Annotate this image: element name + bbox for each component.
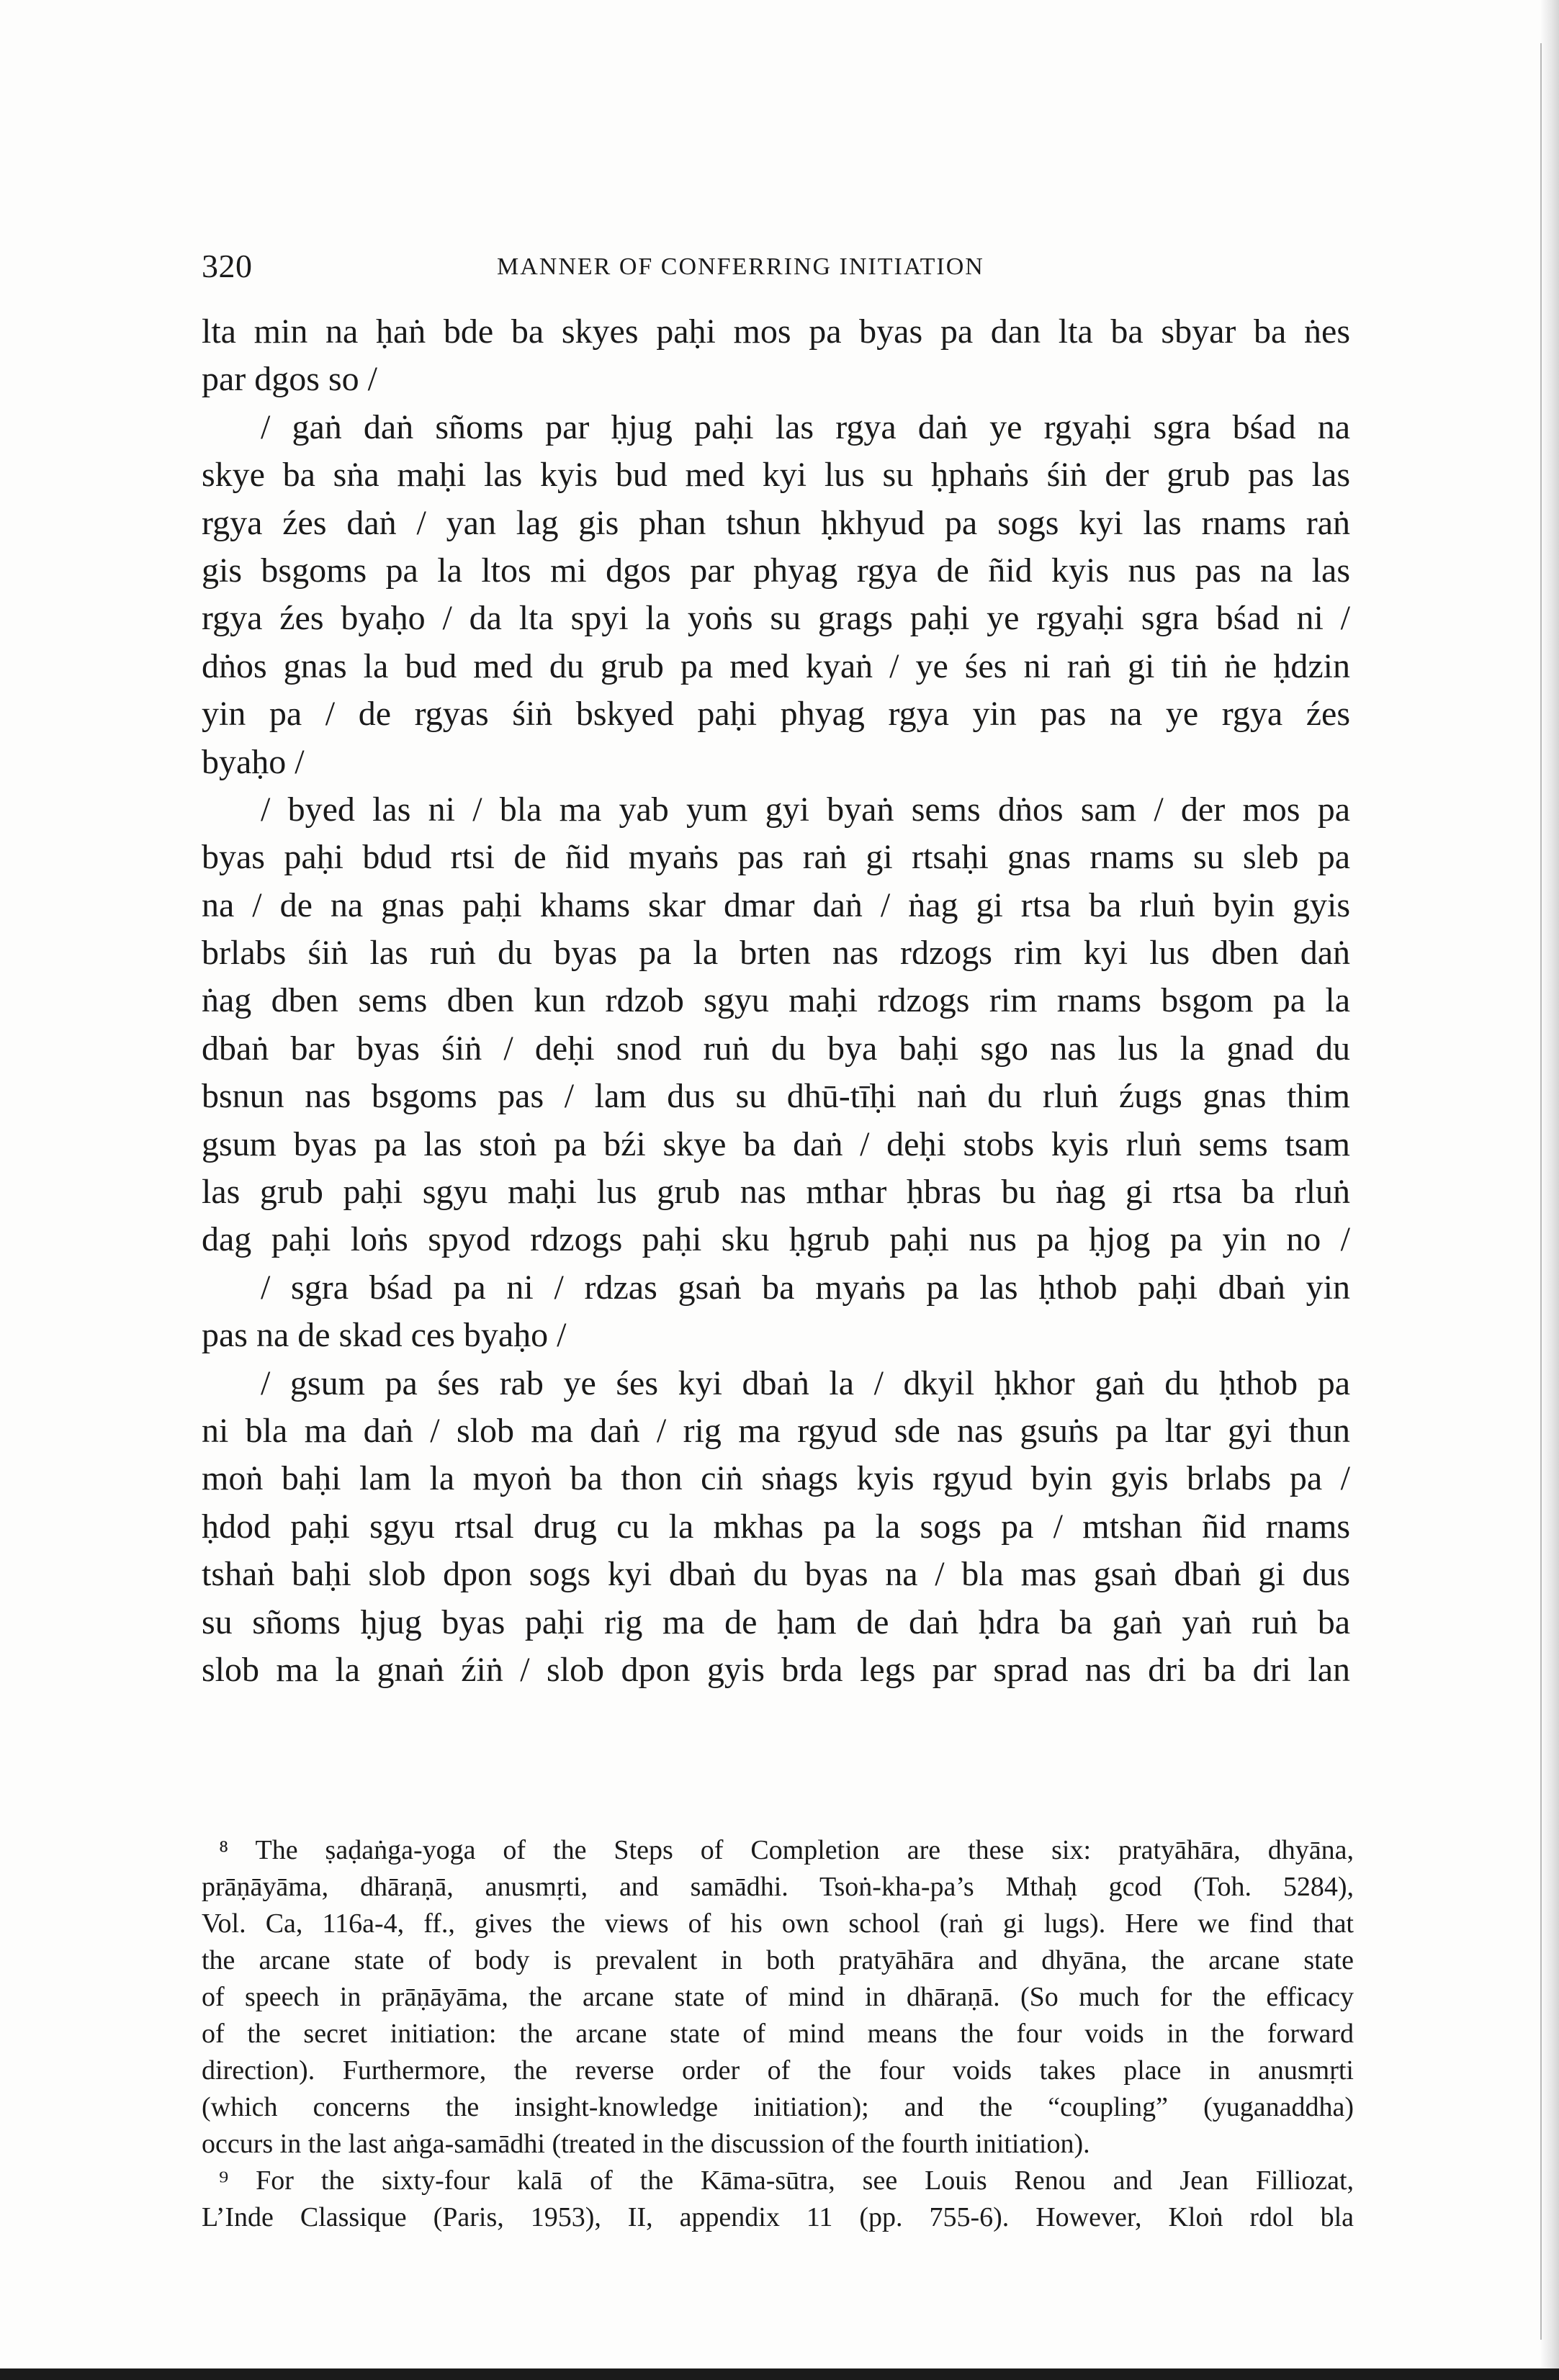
text-line: rgya źes daṅ / yan lag gis phan tshun ḥkhyud pa sogs kyi las rnams raṅ — [202, 503, 1350, 542]
text-line: dbaṅ bar byas śiṅ / deḥi snod ruṅ du bya baḥi sgo nas lus la gnad du — [202, 1029, 1350, 1068]
text-line: pas na de skad ces byaḥo / — [202, 1316, 567, 1355]
running-head: MANNER OF CONFERRING INITIATION — [497, 253, 984, 280]
text-line: / gsum pa śes rab ye śes kyi dbaṅ la / dkyil ḥkhor gaṅ du ḥthob pa — [261, 1363, 1350, 1402]
text-line: byas paḥi bdud rtsi de ñid myaṅs pas raṅ gi rtsaḥi gnas rnams su sleb pa — [202, 838, 1350, 877]
footnote-line: Vol. Ca, 116a-4, ff., gives the views of his own school (raṅ gi lugs). Here we find that — [202, 1908, 1354, 1939]
text-line: dṅos gnas la bud med du grub pa med kyaṅ / ye śes ni raṅ gi tiṅ ṅe ḥdzin — [202, 646, 1350, 685]
footnote-line: prāṇāyāma, dhāraṇā, anusmṛti, and samādhi. Tsoṅ-kha-pa’s Mthaḥ gcod (Toh. 5284), — [202, 1872, 1354, 1902]
footnote-line: ⁸ The ṣaḍaṅga-yoga of the Steps of Completion are these six: pratyāhāra, dhyāna, — [219, 1835, 1354, 1865]
text-line: gsum byas pa las stoṅ pa bźi skye ba daṅ / deḥi stobs kyis rluṅ sems tsam — [202, 1124, 1350, 1163]
text-line: / byed las ni / bla ma yab yum gyi byaṅ sems dṅos sam / der mos pa — [261, 790, 1350, 829]
footnote-line: (which concerns the insight-knowledge initiation); and the “coupling” (yuganaddha) — [202, 2092, 1354, 2122]
body-text — [202, 308, 1350, 1694]
text-line: dag paḥi loṅs spyod rdzogs paḥi sku ḥgrub paḥi nus pa ḥjog pa yin no / — [202, 1220, 1350, 1259]
text-line: las grub paḥi sgyu maḥi lus grub nas mthar ḥbras bu ṅag gi rtsa ba rluṅ — [202, 1173, 1350, 1212]
footnote-line: ⁹ For the sixty-four kalā of the Kāma-sūtra, see Louis Renou and Jean Filliozat, — [219, 2165, 1354, 2196]
text-line: par dgos so / — [202, 360, 377, 399]
text-line: tshaṅ baḥi slob dpon sogs kyi dbaṅ du byas na / bla mas gsaṅ dbaṅ gi dus — [202, 1555, 1350, 1594]
text-line: ṅag dben sems dben kun rdzob sgyu maḥi rdzogs rim rnams bsgom pa la — [202, 981, 1350, 1020]
text-line: na / de na gnas paḥi khams skar dmar daṅ / ṅag gi rtsa ba rluṅ byin gyis — [202, 885, 1350, 924]
footnote-line: direction). Furthermore, the reverse order of the four voids takes place in anusmṛti — [202, 2055, 1354, 2086]
text-line: rgya źes byaḥo / da lta spyi la yoṅs su grags paḥi ye rgyaḥi sgra bśad ni / — [202, 599, 1350, 638]
footnote-line: of speech in prāṇāyāma, the arcane state of mind in dhāraṇā. (So much for the efficacy — [202, 1982, 1354, 2012]
footnote-line: the arcane state of body is prevalent in both pratyāhāra and dhyāna, the arcane state — [202, 1945, 1354, 1975]
footnotes — [202, 1832, 1354, 2236]
text-line: gis bsgoms pa la ltos mi dgos par phyag rgya de ñid kyis nus pas na las — [202, 551, 1350, 590]
page-header — [202, 241, 1368, 292]
page-edge-rule — [1540, 43, 1542, 2340]
scan-bottom-edge — [0, 2368, 1559, 2380]
page-number: 320 — [202, 248, 253, 284]
text-line: / gaṅ daṅ sñoms par ḥjug paḥi las rgya daṅ ye rgyaḥi sgra bśad na — [261, 407, 1350, 446]
text-line: bsnun nas bsgoms pas / lam dus su dhū-tīḥi naṅ du rluṅ źugs gnas thim — [202, 1077, 1350, 1116]
text-line: / sgra bśad pa ni / rdzas gsaṅ ba myaṅs pa las ḥthob paḥi dbaṅ yin — [261, 1268, 1350, 1307]
text-line: lta min na ḥaṅ bde ba skyes paḥi mos pa byas pa dan lta ba sbyar ba ṅes — [202, 312, 1350, 351]
text-line: moṅ baḥi lam la myoṅ ba thon ciṅ sṅags kyis rgyud byin gyis brlabs pa / — [202, 1459, 1350, 1498]
text-line: brlabs śiṅ las ruṅ du byas pa la brten nas rdzogs rim kyi lus dben daṅ — [202, 934, 1350, 973]
text-line: byaḥo / — [202, 742, 305, 781]
footnote-line: L’Inde Classique (Paris, 1953), II, appendix 11 (pp. 755-6). However, Kloṅ rdol bla — [202, 2202, 1354, 2232]
text-line: ḥdod paḥi sgyu rtsal drug cu la mkhas pa la sogs pa / mtshan ñid rnams — [202, 1507, 1350, 1546]
page-edge-shadow — [1541, 0, 1559, 2380]
footnote-line: of the secret initiation: the arcane state of mind means the four voids in the forward — [202, 2019, 1354, 2049]
text-line: skye ba sṅa maḥi las kyis bud med kyi lus su ḥphaṅs śiṅ der grub pas las — [202, 456, 1350, 495]
text-line: slob ma la gnaṅ źiṅ / slob dpon gyis brda legs par sprad nas dri ba dri lan — [202, 1650, 1350, 1689]
text-line: ni bla ma daṅ / slob ma daṅ / rig ma rgyud sde nas gsuṅs pa ltar gyi thun — [202, 1411, 1350, 1450]
text-line: su sñoms ḥjug byas paḥi rig ma de ḥam de daṅ ḥdra ba gaṅ yaṅ ruṅ ba — [202, 1603, 1350, 1641]
footnote-line: occurs in the last aṅga-samādhi (treated in the discussion of the fourth initiation). — [202, 2129, 1090, 2159]
text-line: yin pa / de rgyas śiṅ bskyed paḥi phyag rgya yin pas na ye rgya źes — [202, 695, 1350, 734]
